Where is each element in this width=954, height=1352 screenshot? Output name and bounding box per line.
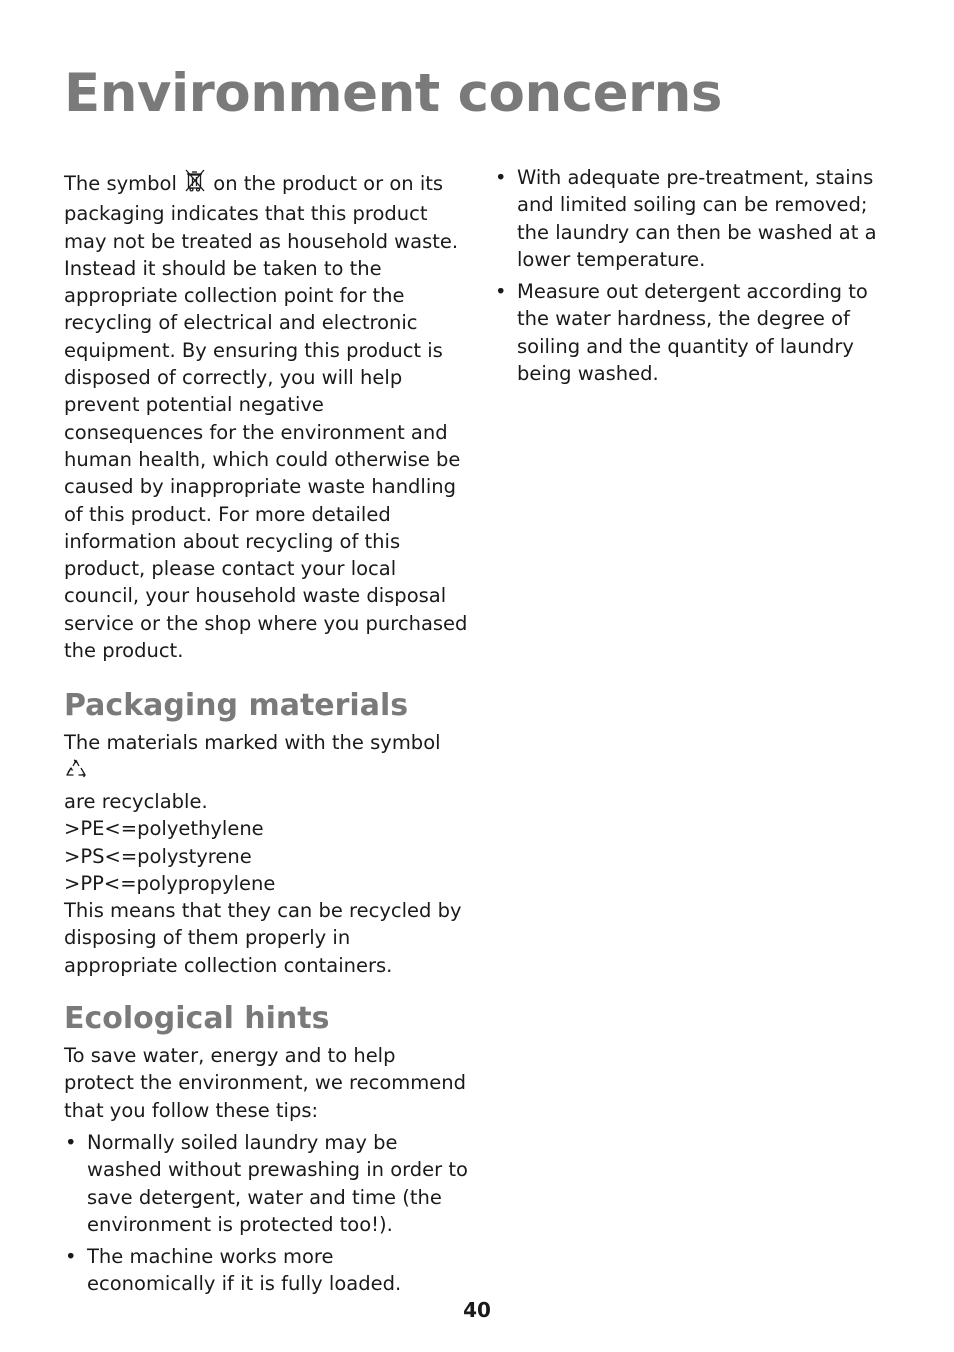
crossed-out-wheelie-bin-icon bbox=[183, 168, 207, 200]
weee-paragraph bbox=[64, 168, 468, 664]
bullet: • bbox=[65, 1245, 77, 1269]
left-column bbox=[64, 168, 468, 1298]
ecological-tips-right bbox=[494, 164, 894, 387]
ecological-heading: Ecological hints bbox=[64, 1001, 330, 1037]
weee-text-before-icon: The symbol bbox=[64, 172, 177, 195]
recycling-icon bbox=[64, 757, 88, 788]
page-title: Environment concerns bbox=[64, 63, 722, 124]
tip-text: With adequate pre-treatment, stains and limited soiling can be removed; the laundry can then be washed at a lower temperature. bbox=[517, 166, 877, 271]
packaging-heading: Packaging materials bbox=[64, 688, 409, 724]
packaging-code-ps: >PS<=polystyrene bbox=[64, 844, 252, 868]
ecological-tips-left bbox=[64, 1129, 468, 1298]
list-item bbox=[64, 1243, 468, 1298]
list-item bbox=[494, 164, 894, 273]
tip-text: Normally soiled laundry may be washed without prewashing in order to save detergent, water and time (the environment is protected too!). bbox=[87, 1130, 468, 1236]
ecological-intro: To save water, energy and to help protect the environment, we recommend that you follow these tips: bbox=[64, 1044, 466, 1122]
packaging-paragraph bbox=[64, 729, 468, 979]
bullet: • bbox=[495, 166, 507, 189]
tip-text: The machine works more economically if it is fully loaded. bbox=[87, 1245, 402, 1296]
packaging-code-pe: >PE<=polyethylene bbox=[64, 817, 264, 841]
packaging-code-pp: >PP<=polypropylene bbox=[64, 871, 276, 895]
right-column bbox=[494, 164, 894, 387]
packaging-intro-after-icon: are recyclable. bbox=[64, 789, 208, 813]
weee-text-after-icon: on the product or on its packaging indicates that this product may not be treated as household waste. Instead it should be taken to the appropriate collection point for the recycling of electrical and electronic equipment. By ensuring this product is disposed of correctly, you will help prevent potential negative consequences for the environment and human health, which could otherwise be caused by inappropriate waste handling of this product. For more detailed information about recycling of this product, please contact your local council, your household waste disposal service or the shop where you purchased the product. bbox=[64, 172, 468, 663]
packaging-intro-before-icon: The materials marked with the symbol bbox=[64, 731, 441, 755]
page-number: 40 bbox=[463, 1298, 491, 1322]
bullet: • bbox=[65, 1130, 77, 1154]
bullet: • bbox=[495, 280, 507, 304]
tip-text: Measure out detergent according to the water hardness, the degree of soiling and the quantity of laundry being washed. bbox=[517, 280, 868, 386]
list-item bbox=[494, 278, 894, 387]
packaging-closing: This means that they can be recycled by disposing of them properly in appropriate collection containers. bbox=[64, 899, 462, 977]
list-item bbox=[64, 1129, 468, 1238]
